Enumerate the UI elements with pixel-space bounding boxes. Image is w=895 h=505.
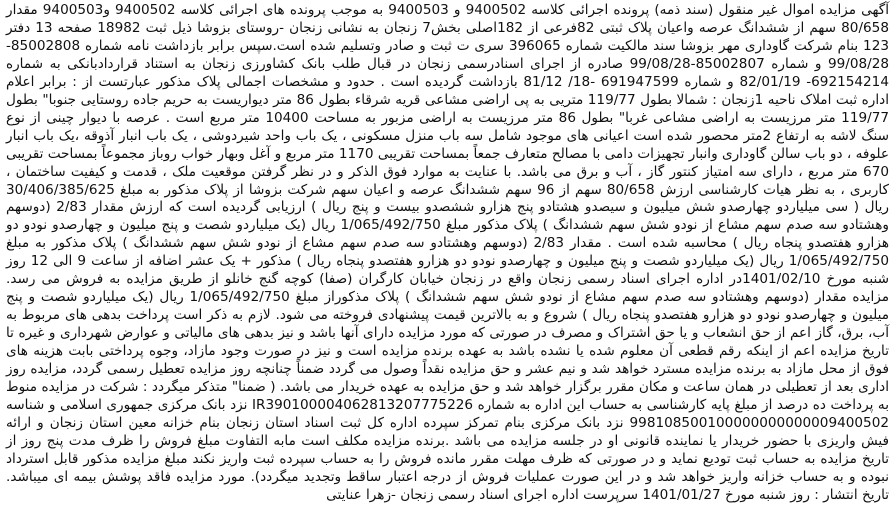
auction-notice-text: آگهی مزایده اموال غیر منقول (سند ذمه) پرونده اجرائی کلاسه 9400502 و 9400503 به موجب پرونده های اجرائی کلاسه 9400502 و9400503 مقدار 80/658 سهم از ششدانگ عرصه واعیان پلاک ثبتی 82فرعی از 182اصلی بخش7 زنجان به نشانی زنجان -روستای بزوشا ذیل ثبت 18982 صفحه 13 دفتر 123 بنام شرکت گاوداری مهر بزوشا سند مالکیت شماره 396065 سری ت ثبت و صادر وتسلیم شده است.سپس برابر بازداشت نامه شماره 85002808-99/08/28 و شماره 85002807-99/08/28 صادره از اجرای اسنادرسمی زنجان در قبال طلب بانک کشاورزی زنجان به استناد قراردادبانکی به شماره 692154214- 82/01/19 و شماره 691947599 -18/ 81/12 بازداشت گردیده است . حدود و مشخصات اجمالی پلاک مذکور عبارتست از : برابر اعلام اداره ثبت املاک ناحیه 1زنجان : شمالا بطول 119/77 متریی به پی اراضی مشاعی قریه شرقاء بطول 86 متر دیواریست به حریم جاده روستایی جنوبا" بطول 119/77 متر مرزیست به اراضی مشاعی غربا" بطول 86 متر مرزیست به اراضی مزبور به مساحت 10400 متر مربع است . عرصه با دیوار چینی از نوع سنگ لاشه به ارتفاع 2متر محصور شده است اعیانی های موجود شامل سه باب منزل مسکونی ، یک باب واحد شیردوشی ، یک باب انبار آذوقه ،یک باب انبار علوفه ، دو باب سالن گاوداری وانبار تجهیزات دامی با مصالح متعارف جمعاً بمساحت تقریبی 1170 متر مربع و آغل وبهار خواب روباز مجموعاً بمساحت تقریبی 670 متر مربع ، دارای سه امتیاز کنتور گاز ، آب و برق می باشد. با عنایت به موارد فوق الذکر و در نظر گرفتن موقعیت ملک ، قدمت و کیفیت ساختمان ، کاربری ، به نظر هیات کارشناسی ارزش 80/658 سهم از 96 سهم ششدانگ عرصه و اعیان سهم شرکت بزوشا از پلاک مذکور به مبلغ 30/406/385/625 ریال ( سی میلیاردو چهارصدو شش میلیون و سیصدو هشتادو پنج هزارو ششصدو بیست و پنج ریال ) ارزیابی گردیده است که ارزش مقدار 2/83 (دوسهم وهشتادو سه صدم سهم مشاع از نودو شش سهم ششدانگ ) پلاک مذکور مبلغ 1/065/492/750 ریال (یک میلیاردو شصت و پنج میلیون و چهارصدو نودو دو هزارو هفتصدو پنجاه ریال ) محاسبه شده است . مقدار 2/83 (دوسهم وهشتادو سه صدم سهم مشاع از نودو شش سهم ششدانگ ) پلاک مذکور به مبلغ 1/065/492/750 ریال (یک میلیاردو شصت و پنج میلیون و چهارصدو نودو دو هزارو هفتصدو پنجاه ریال ) مذکور + یک عشر اضافه از ساعت 9 الی 12 روز شنبه مورخ 1401/02/10در اداره اجرای اسناد رسمی زنجان واقع در زنجان خیابان کارگران (صفا) کوچه گنج خانلو از طریق مزایده به فروش می رسد. مزایده مقدار (دوسهم وهشتادو سه صدم سهم مشاع از نودو شش سهم ششدانگ ) پلاک مذکوراز مبلغ 1/065/492/750 ریال (یک میلیاردو شصت و پنج میلیون و چهارصدو نودو دو هزارو هفتصدو پنجاه ریال ) شروع و به بالاترین قیمت پیشنهادی فروخته می شود. لازم به ذکر است پرداخت بدهی های مربوط به آب، برق، گاز اعم از حق انشعاب و یا حق اشتراک و مصرف در صورتی که مورد مزایده دارای آنها باشد و نیز بدهی های مالیاتی و عوارض شهرداری و غیره تا تاریخ مزایده اعم از اینکه رقم قطعی آن معلوم شده یا نشده باشد به عهده برنده مزایده است و نیز در صورت وجود مازاد، وجوه پرداختی بابت هزینه های فوق از محل مازاد به برنده مزایده مسترد خواهد شد و نیم عشر و حق مزایده نقداً وصول می گردد ضمناً چنانچه روز مزایده تعطیل رسمی گردد، مزایده روز اداری بعد از تعطیلی در همان ساعت و مکان مقرر برگزار خواهد شد و حق مزایده به عهده خریدار می باشد. ( ضمنا" متذکر میگردد : شرکت در مزایده منوط به پرداخت ده درصد از مبلغ پایه کارشناسی به حساب این اداره به شماره IR390100004062813207775226 نزد بانک مرکزی جمهوری اسلامی و شناسه 998108500100000000000009400502 نزد بانک مرکزی بنام تمرکز سپرده اداره کل ثبت اسناد استان زنجان بنام خزانه معین استان زنجان و ارائه فیش واریزی با حضور خریدار یا نماینده قانونی او در جلسه مزایده می باشد .برنده مزایده مکلف است مابه التفاوت مبلغ فروش را ظرف مدت پنج روز از تاریخ مزایده به حساب ثبت تودیع نماید و در صورتی که ظرف مهلت مقرر مانده فروش را به حساب سپرده ثبت واریز نکند مبلغ مزایده مذکور قابل استرداد نبوده و به حساب خزانه واریز خواهد شد و در این صورت عملیات فروش از درجه اعتبار ساقط وتجدید میگردد). مورد مزایده فاقد پوشش بیمه ای میباشد. تاریخ انتشار : روز شنبه مورخ 1401/01/27 سرپرست اداره اجرای اسناد رسمی زنجان -زهرا عنایتی [6, 2, 890, 503]
